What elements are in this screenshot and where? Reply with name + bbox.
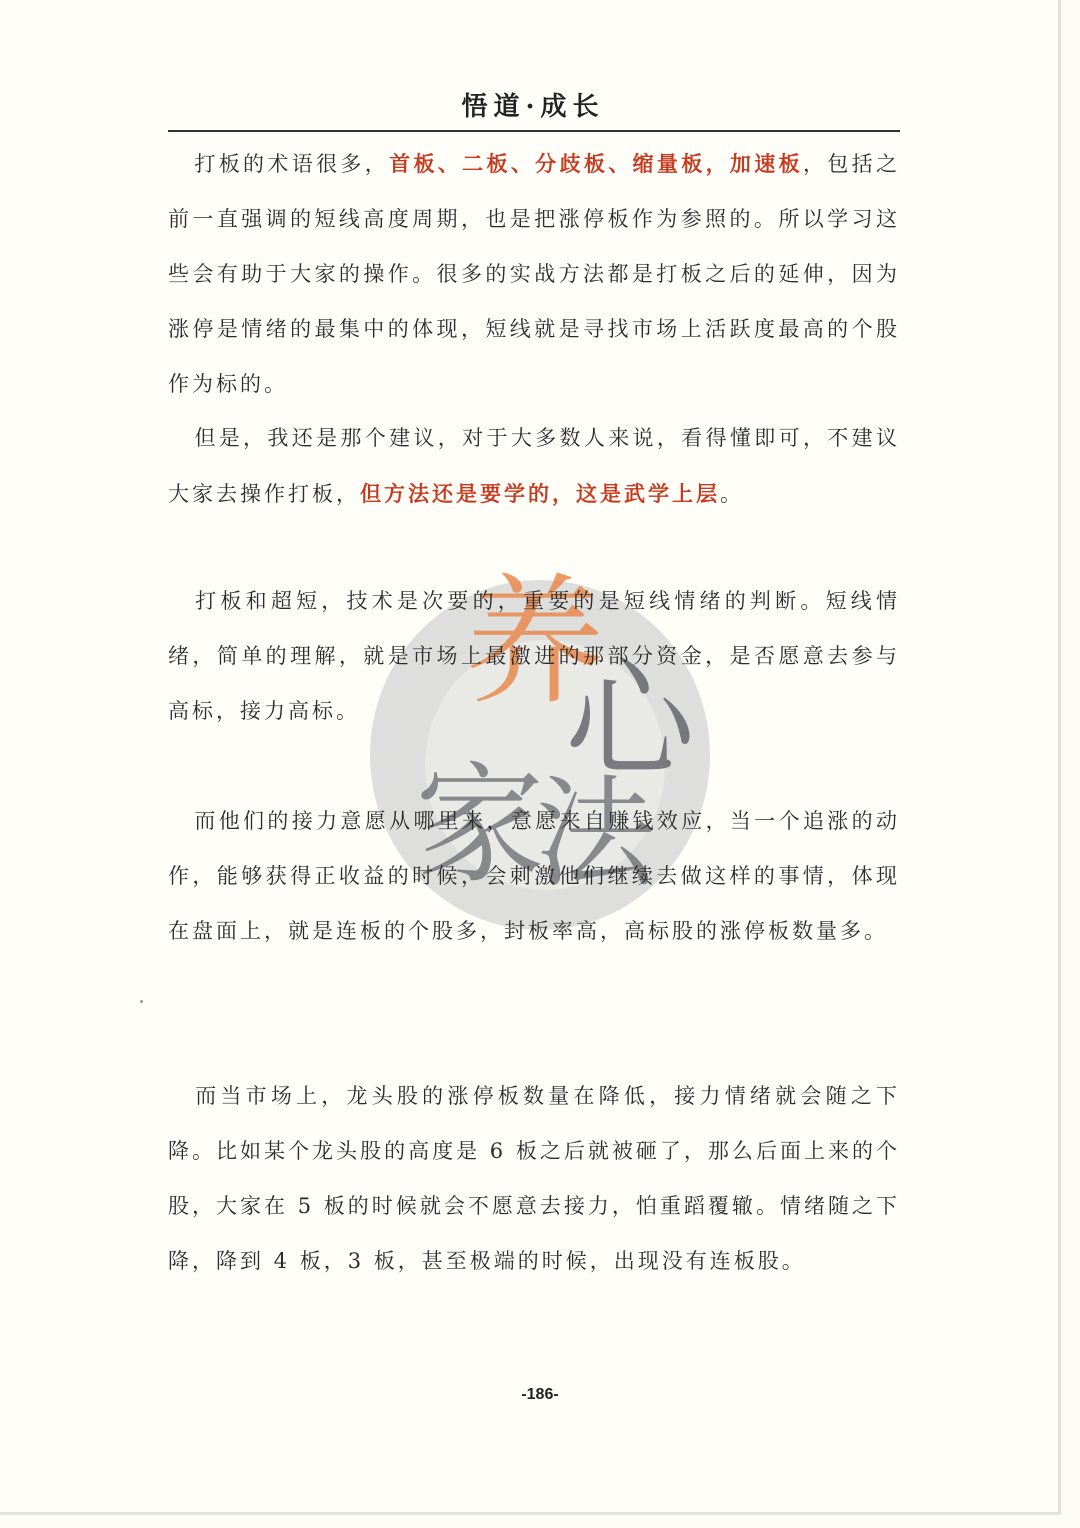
paragraph-2-text-a: 但是，我还是那个建议，对于大多数人来说，看得懂即可，不建议大家去操作打板， <box>168 426 900 506</box>
paragraph-3 <box>168 574 900 739</box>
paragraph-3-text: 打板和超短，技术是次要的，重要的是短线情绪的判断。短线情绪，简单的理解，就是市场上最激进的那部分资金，是否愿意去参与高标，接力高标。 <box>168 589 900 723</box>
watermark-char-2: 心 <box>565 644 696 796</box>
paragraph-1-highlight: 首板、二板、分歧板、缩量板，加速板 <box>389 151 803 176</box>
scan-speck <box>140 1000 143 1003</box>
paragraph-1-text-b: ，包括之前一直强调的短线高度周期，也是把涨停板作为参照的。所以学习这些会有助于大家的操作。很多的实战方法都是打板之后的延伸，因为涨停是情绪的最集中的体现，短线就是寻找市场上活跃度最高的个股作为标的。 <box>168 152 901 396</box>
watermark-char-1: 养 <box>465 561 606 724</box>
watermark-char-3: 家 <box>415 749 546 901</box>
page-number: -186- <box>521 1386 559 1403</box>
paragraph-2 <box>168 411 900 522</box>
paragraph-4 <box>168 794 900 959</box>
paragraph-1-text-a: 打板的术语很多， <box>194 152 390 176</box>
watermark-char-4: 法 <box>535 765 655 904</box>
paragraph-2-highlight: 但方法还是要学的，这是武学上层 <box>360 481 720 506</box>
header-divider <box>168 130 900 132</box>
paragraph-5-text: 而当市场上，龙头股的涨停板数量在降低，接力情绪就会随之下降。比如某个龙头股的高度是 6 板之后就被砸了，那么后面上来的个股，大家在 5 板的时候就会不愿意去接力，怕重蹈覆辙。情绪随之下降，降到 4 板，3 板，甚至极端的时候，出现没有连板股。 <box>168 1084 900 1273</box>
paragraph-5 <box>168 1069 900 1289</box>
page-header-title: 悟道·成长 <box>461 92 605 122</box>
paragraph-4-text: 而他们的接力意愿从哪里来，意愿来自赚钱效应，当一个追涨的动作，能够获得正收益的时候，会刺激他们继续去做这样的事情，体现在盘面上，就是连板的个股多，封板率高，高标股的涨停板数量多。 <box>168 809 900 943</box>
paragraph-1 <box>168 136 900 412</box>
paragraph-2-text-b: 。 <box>720 482 744 506</box>
